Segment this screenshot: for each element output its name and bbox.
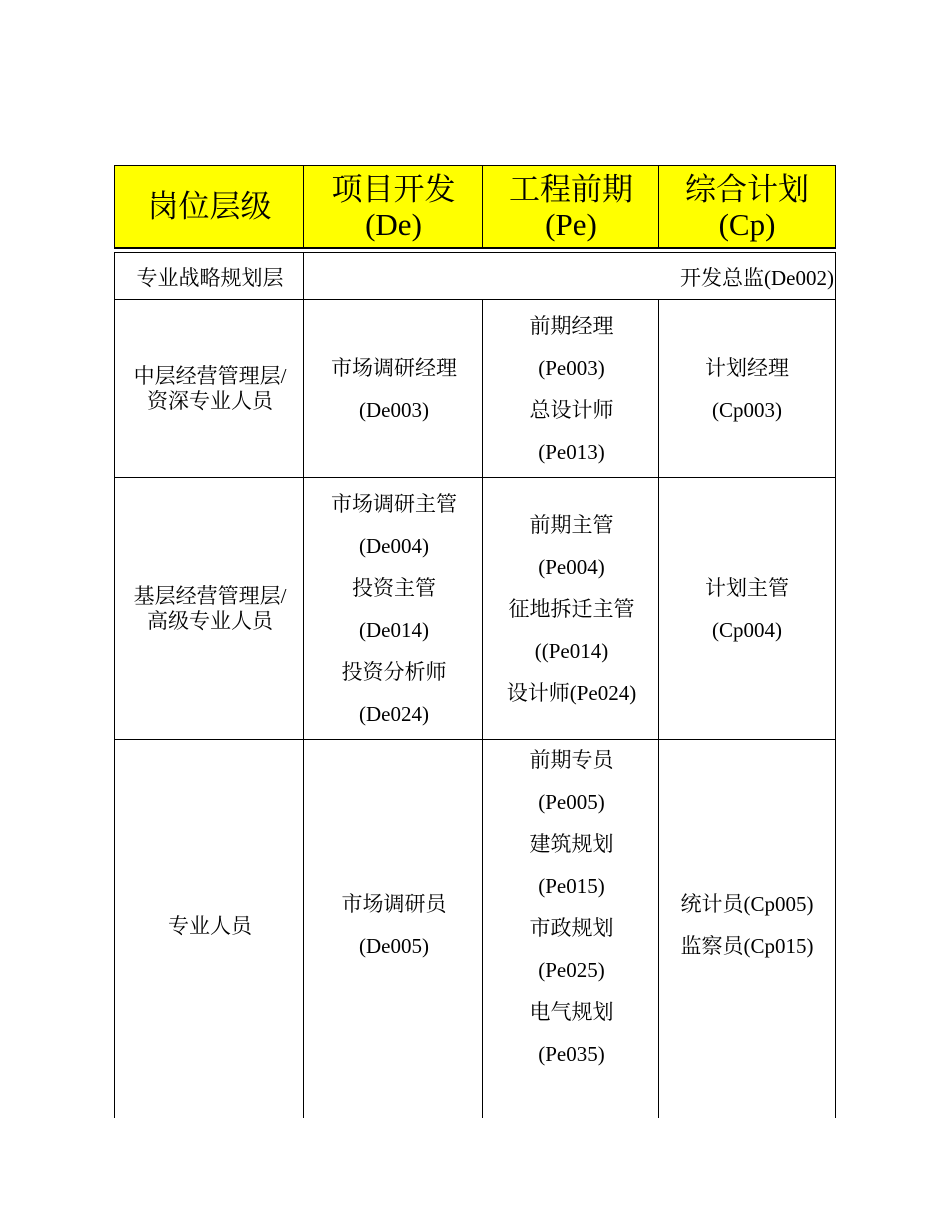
basic-cp-cell xyxy=(658,478,836,740)
professional-cp-cell xyxy=(658,740,836,1118)
middle-pe-cell xyxy=(482,300,660,478)
pe-position: 总设计师 xyxy=(529,398,614,422)
pe-code: (Pe015) xyxy=(538,874,605,898)
level-middle-line2: 资深专业人员 xyxy=(147,389,273,413)
pe-position: 前期专员 xyxy=(529,748,614,772)
de-position: 市场调研主管 xyxy=(331,492,457,516)
de-position: 市场调研员 xyxy=(341,892,447,916)
level-strategic-label: 专业战略规划层 xyxy=(136,265,284,290)
pe-code: ((Pe014) xyxy=(534,639,609,663)
level-strategic xyxy=(114,253,305,300)
level-middle xyxy=(114,300,305,478)
header-project-development xyxy=(303,165,484,248)
professional-de-cell xyxy=(303,740,484,1118)
pe-position: 征地拆迁主管 xyxy=(508,597,635,621)
pe-code: (Pe025) xyxy=(538,958,605,982)
de-code: (De014) xyxy=(359,618,429,642)
pe-position: 建筑规划 xyxy=(529,832,614,856)
pe-position: 市政规划 xyxy=(529,916,614,940)
basic-de-cell xyxy=(303,478,484,740)
middle-cp-cell xyxy=(658,300,836,478)
level-basic-line1: 基层经营管理层/ xyxy=(133,584,287,608)
level-middle-line1: 中层经营管理层/ xyxy=(133,364,287,388)
header-level xyxy=(114,165,305,248)
pe-position: 前期经理 xyxy=(529,314,614,338)
basic-pe-cell xyxy=(482,478,660,740)
level-basic-line2: 高级专业人员 xyxy=(147,609,273,633)
cp-position: 统计员(Cp005) xyxy=(680,892,814,916)
cp-position: 监察员(Cp015) xyxy=(680,934,814,958)
header-pe-name: 工程前期 xyxy=(509,171,633,207)
header-level-label: 岗位层级 xyxy=(147,189,272,224)
position-level-table xyxy=(114,165,836,1118)
de-code: (De003) xyxy=(359,398,429,422)
pe-code: (Pe013) xyxy=(538,440,605,464)
header-de-name: 项目开发 xyxy=(331,171,456,207)
professional-pe-cell xyxy=(482,740,660,1118)
pe-code: (Pe035) xyxy=(538,1042,605,1066)
cp-position: 计划经理 xyxy=(705,356,789,380)
de-code: (De005) xyxy=(359,934,429,958)
pe-code: (Pe003) xyxy=(538,356,605,380)
de-code: (De024) xyxy=(359,702,429,726)
development-director: 开发总监(De002) xyxy=(680,265,834,290)
de-position: 投资分析师 xyxy=(341,660,447,684)
header-comprehensive-planning xyxy=(658,165,836,248)
de-position: 市场调研经理 xyxy=(331,356,457,380)
header-cp-code: (Cp) xyxy=(718,206,776,242)
header-cp-name: 综合计划 xyxy=(685,171,809,207)
header-de-code: (De) xyxy=(365,206,422,242)
pe-position: 设计师(Pe024) xyxy=(506,681,637,705)
cp-code: (Cp004) xyxy=(712,618,782,642)
de-position: 投资主管 xyxy=(352,576,436,600)
level-professional xyxy=(114,740,305,1118)
level-basic xyxy=(114,478,305,740)
cp-position: 计划主管 xyxy=(705,576,789,600)
cp-code: (Cp003) xyxy=(712,398,782,422)
de-code: (De004) xyxy=(359,534,429,558)
pe-code: (Pe004) xyxy=(538,555,605,579)
header-pe-code: (Pe) xyxy=(545,206,597,242)
middle-de-cell xyxy=(303,300,484,478)
level-professional-label: 专业人员 xyxy=(168,914,252,938)
pe-code: (Pe005) xyxy=(538,790,605,814)
pe-position: 电气规划 xyxy=(529,1000,614,1024)
pe-position: 前期主管 xyxy=(529,513,614,537)
header-engineering-preliminary xyxy=(482,165,660,248)
strategic-span-cell xyxy=(303,253,836,300)
